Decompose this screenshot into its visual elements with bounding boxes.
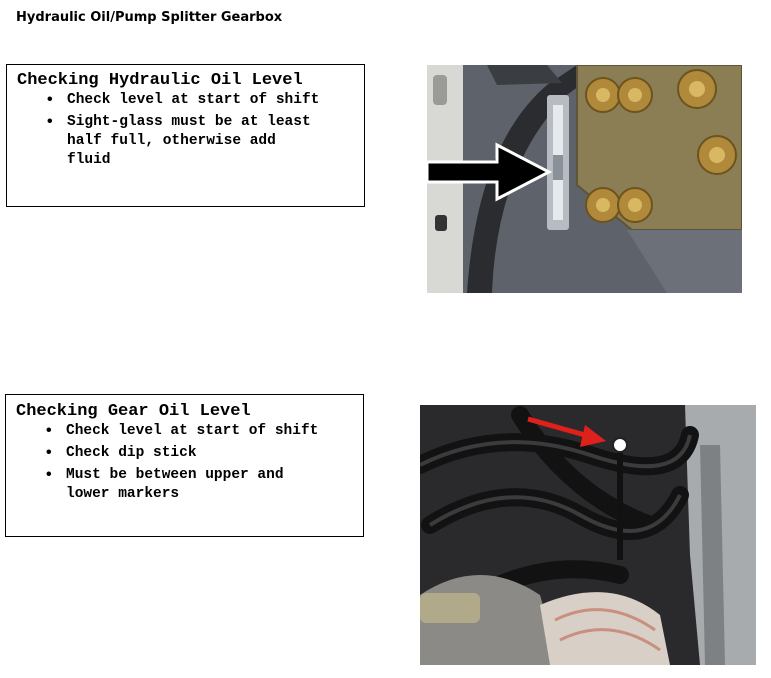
hydraulic-sight-glass-photo <box>427 65 742 293</box>
section-heading: Checking Hydraulic Oil Level <box>17 71 303 90</box>
instruction-list <box>17 91 364 170</box>
page-title: Hydraulic Oil/Pump Splitter Gearbox <box>16 10 283 25</box>
list-item: • Sight-glass must be at least half full, otherwise add fluid <box>45 113 322 170</box>
hydraulic-oil-instructions-box <box>6 64 365 207</box>
list-item: • Check level at start of shift <box>44 422 363 441</box>
instruction-list <box>16 422 363 504</box>
list-item: • Must be between upper and lower markers <box>44 466 321 504</box>
gear-oil-instructions-box <box>5 394 364 537</box>
list-item: • Check dip stick <box>44 444 363 463</box>
section-heading: Checking Gear Oil Level <box>16 402 251 421</box>
list-item: • Check level at start of shift <box>45 91 364 110</box>
gear-oil-dipstick-photo <box>420 405 756 665</box>
